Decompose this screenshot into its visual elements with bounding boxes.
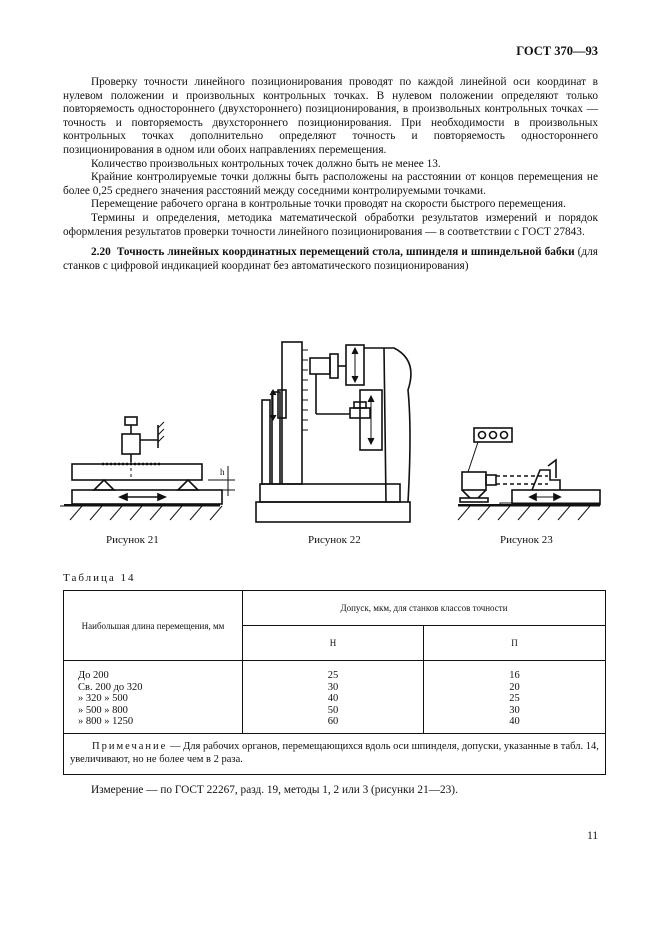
tolerance-p-cell: 40 (509, 716, 520, 727)
paragraph: Проверку точности линейного позиционирования проводят по каждой линейной оси координат в нулевом положении и произвольных контрольных точках. В нулевом положении определяют только повторяемость одностороннего (двухстороннего) позиционирования, в произвольных контрольных точках — точность и повторяемость двухстороннего позиционирования. При необходимости в произвольных контрольных точках дополнительно определяют точность и повторяемость одностороннего позиционирования в одном или обоих направлениях перемещения. (63, 76, 598, 156)
paragraph: Количество произвольных контрольных точек должно быть не менее 13. (91, 157, 441, 170)
tolerance-p-cell: 25 (509, 693, 520, 704)
column-class-p-values (424, 661, 606, 734)
length-cell: » 320 » 500 (78, 693, 128, 704)
measurement-reference: Измерение — по ГОСТ 22267, разд. 19, методы 1, 2 или 3 (рисунки 21—23). (91, 784, 458, 796)
figure-21-drawing (60, 417, 235, 520)
header-tolerance: Допуск, мкм, для станков классов точности (243, 591, 606, 626)
column-class-h-values (243, 661, 424, 734)
tolerance-h-cell: 25 (327, 670, 339, 681)
paragraph: Крайние контролируемые точки должны быть расположены на расстоянии от концов перемещения не более 0,25 среднего значения расстояний между соседними контролируемыми точками. (63, 171, 598, 197)
label-h: h (220, 467, 225, 477)
table-title: Таблица 14 (63, 572, 136, 584)
note-label: Примечание (92, 741, 168, 752)
length-cell: До 200 (78, 670, 109, 681)
figure-22-drawing (256, 342, 411, 522)
column-length-values (64, 661, 243, 734)
caption-figure-21: Рисунок 21 (106, 534, 159, 546)
length-cell: » 800 » 1250 (78, 716, 134, 727)
tolerance-p-cell: 16 (509, 670, 520, 681)
caption-figure-23: Рисунок 23 (500, 534, 553, 546)
page-number: 11 (587, 830, 598, 842)
length-cell: Св. 200 до 320 (78, 681, 143, 693)
tolerance-p-cell: 30 (509, 704, 520, 716)
body-text (63, 76, 598, 273)
section-title: Точность линейных координатных перемещений стола, шпинделя и шпиндельной бабки (116, 246, 575, 259)
tolerance-h-cell: 40 (327, 693, 339, 704)
caption-figure-22: Рисунок 22 (308, 534, 361, 546)
header-length: Наибольшая длина перемещения, мм (64, 591, 243, 661)
note-text: — Для рабочих органов, перемещающихся вдоль оси шпинделя, допуски, указанные в табл. 14, увеличивают, но не более чем в 2 раза. (70, 741, 599, 765)
section-number: 2.20 (91, 246, 111, 259)
figure-23-drawing (458, 428, 600, 520)
figures-drawing (60, 330, 605, 530)
tolerance-p-cell: 20 (509, 681, 520, 693)
section-2-20 (63, 246, 598, 273)
tolerance-h-cell: 60 (327, 716, 339, 727)
document-code: ГОСТ 370—93 (516, 44, 598, 58)
header-class-p: П (424, 626, 606, 661)
tolerance-h-cell: 50 (327, 704, 339, 716)
length-cell: » 500 » 800 (78, 704, 128, 716)
table-note (64, 734, 606, 775)
paragraph: Перемещение рабочего органа в контрольные точки проводят на скорости быстрого перемещения. (91, 198, 566, 211)
paragraph: Термины и определения, методика математической обработки результатов измерений и порядок оформления результатов проверки точности линейного позиционирования — в соответствии с ГОСТ 27843. (63, 211, 598, 238)
header-class-h: Н (243, 626, 424, 661)
table-14 (63, 590, 606, 775)
section-rest: (для станков с цифровой индикацией координат без автоматического позиционирования) (63, 246, 598, 272)
tolerance-h-cell: 30 (327, 681, 339, 693)
